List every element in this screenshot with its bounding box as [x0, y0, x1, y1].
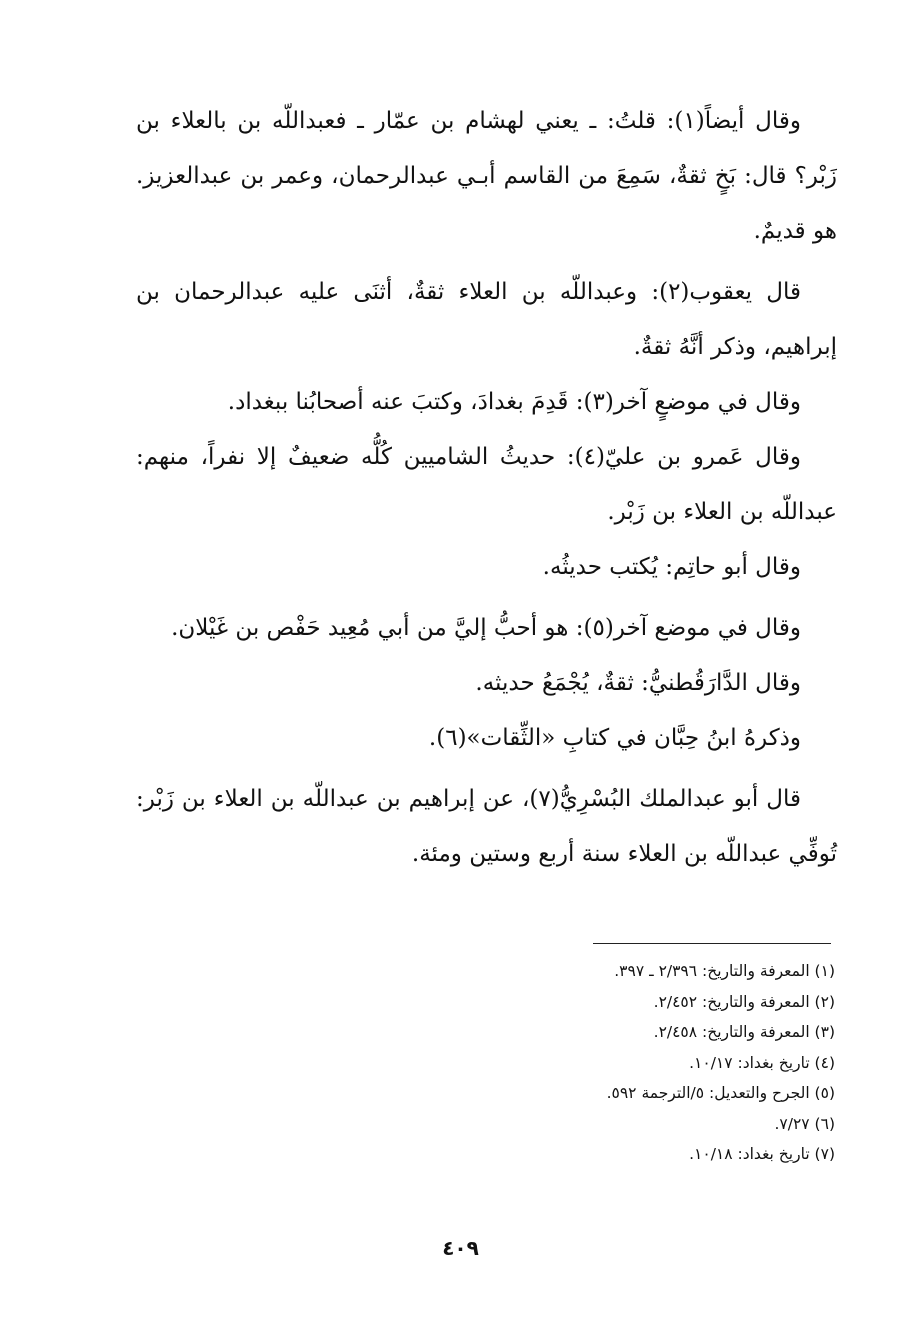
paragraph-yaqub: قال يعقوب(٢): وعبداللّه بن العلاء ثقةٌ، أثنَى عليه عبدالرحمان بن إبراهيم، وذكر أنَّهُ ثقةٌ. [136, 279, 837, 360]
footnotes [136, 956, 835, 1170]
footnote-7: (٧) تاريخ بغداد: ١٠/١٨. [689, 1145, 835, 1163]
paragraph-daraqutni: وقال الدَّارَقُطنيُّ: ثقةٌ، يُجْمَعُ حديثه. [475, 670, 801, 696]
footnote-3: (٣) المعرفة والتاريخ: ٢/٤٥٨. [653, 1023, 835, 1041]
main-text [136, 94, 837, 882]
footnote-1: (١) المعرفة والتاريخ: ٢/٣٩٦ ـ ٣٩٧. [614, 962, 835, 980]
paragraph-amr-ibn-ali: وقال عَمرو بن عليّ(٤): حديثُ الشاميين كُلُّه ضعيفٌ إلا نفراً، منهم: عبداللّه بن العلاء بن زَبْر. [136, 444, 837, 525]
paragraph-abu-hatim: وقال أبو حاتِم: يُكتب حديثُه. [542, 554, 801, 580]
paragraph-ibn-hibban: وذكرهُ ابنُ حِبَّان في كتابِ «الثِّقات»(٦). [428, 725, 801, 751]
footnote-5: (٥) الجرح والتعديل: ٥/الترجمة ٥٩٢. [606, 1084, 835, 1102]
paragraph-another-place-hafs: وقال في موضع آخر(٥): هو أحبُّ إليَّ من أبي مُعِيد حَفْص بن غَيْلان. [171, 615, 801, 641]
page-number: ٤٠٩ [442, 1236, 479, 1260]
footnote-separator [593, 943, 831, 944]
footnote-6: (٦) ٧/٢٧. [774, 1114, 835, 1133]
paragraph-busri: قال أبو عبدالملك البُسْرِيُّ(٧)، عن إبراهيم بن عبداللّه بن العلاء بن زَبْر: تُوفِّي عبداللّه بن العلاء سنة أربع وستين ومئة. [136, 786, 837, 867]
paragraph-another-place-baghdad: وقال في موضعٍ آخر(٣): قَدِمَ بغدادَ، وكتبَ عنه أصحابُنا ببغداد. [227, 389, 801, 415]
paragraph-abdullah-hisham: وقال أيضاً(١): قلتُ: ـ يعني لهشام بن عمّار ـ فعبداللّه بن بالعلاء بن زَبْر؟ قال: بَخٍ ثقةٌ، سَمِعَ من القاسم أبـي عبدالرحمان، وعمر بن عبدالعزيز. هو قديمٌ. [136, 108, 837, 244]
footnote-4: (٤) تاريخ بغداد: ١٠/١٧. [689, 1053, 835, 1072]
footnote-2: (٢) المعرفة والتاريخ: ٢/٤٥٢. [653, 992, 835, 1011]
